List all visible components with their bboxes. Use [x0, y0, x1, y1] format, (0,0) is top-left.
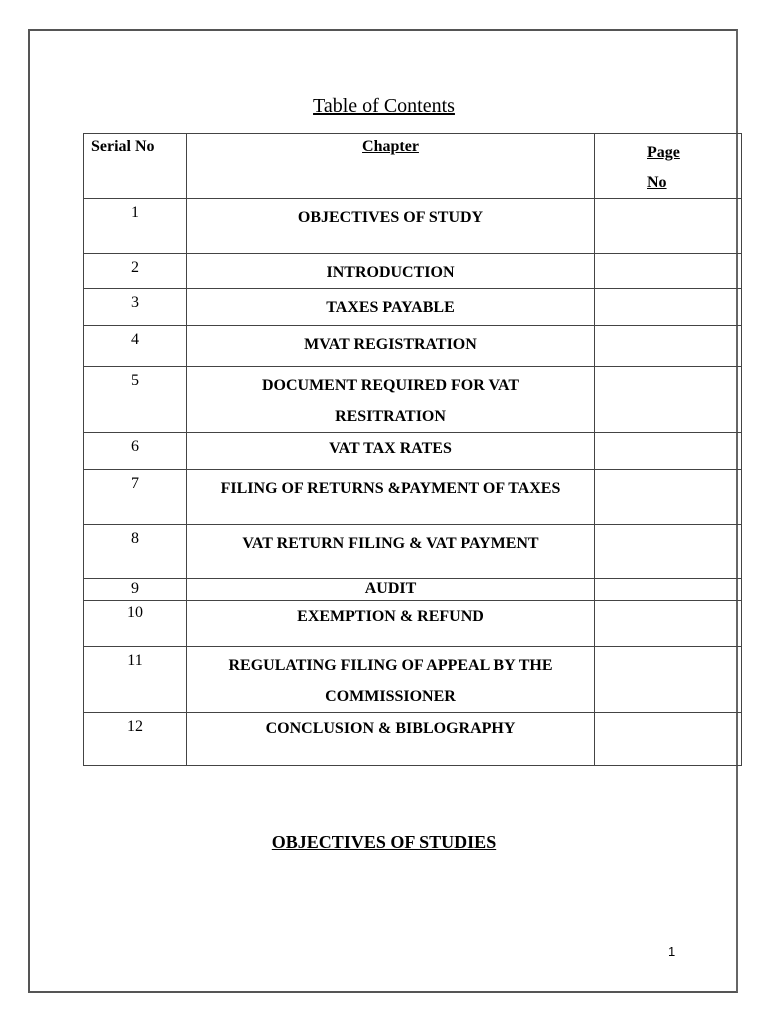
chapter-cell: CONCLUSION & BIBLOGRAPHY: [187, 713, 595, 766]
table-row: [84, 713, 742, 766]
toc-table: [83, 133, 742, 766]
chapter-cell: FILING OF RETURNS &PAYMENT OF TAXES: [187, 470, 595, 525]
page-cell: [595, 579, 742, 601]
chapter-cell: AUDIT: [187, 579, 595, 601]
document-title: Table of Contents: [313, 95, 455, 117]
table-row: [84, 367, 742, 433]
chapter-cell: OBJECTIVES OF STUDY: [187, 199, 595, 254]
table-row: [84, 289, 742, 326]
table-row: [84, 579, 742, 601]
chapter-cell: INTRODUCTION: [187, 254, 595, 289]
page-number: 1: [668, 944, 676, 959]
page-cell: [595, 367, 742, 433]
chapter-cell: MVAT REGISTRATION: [187, 326, 595, 367]
serial-cell: 12: [84, 713, 187, 766]
table-row: [84, 525, 742, 579]
serial-cell: 5: [84, 367, 187, 433]
page-cell: [595, 713, 742, 766]
serial-cell: 10: [84, 601, 187, 647]
page-cell: [595, 525, 742, 579]
table-row: [84, 199, 742, 254]
table-row: [84, 433, 742, 470]
serial-cell: 4: [84, 326, 187, 367]
page-cell: [595, 647, 742, 713]
page-no-header-line2: No: [647, 174, 667, 191]
serial-cell: 3: [84, 289, 187, 326]
table-row: [84, 601, 742, 647]
page-cell: [595, 289, 742, 326]
serial-cell: 1: [84, 199, 187, 254]
chapter-cell: TAXES PAYABLE: [187, 289, 595, 326]
serial-cell: 8: [84, 525, 187, 579]
page-cell: [595, 433, 742, 470]
serial-cell: 6: [84, 433, 187, 470]
page-cell: [595, 254, 742, 289]
section-heading: OBJECTIVES OF STUDIES: [271, 832, 497, 852]
chapter-header: Chapter: [187, 134, 595, 199]
serial-no-header: Serial No: [84, 134, 187, 199]
serial-cell: 9: [84, 579, 187, 601]
chapter-cell: VAT TAX RATES: [187, 433, 595, 470]
table-row: [84, 470, 742, 525]
page-cell: [595, 601, 742, 647]
serial-cell: 2: [84, 254, 187, 289]
chapter-cell: REGULATING FILING OF APPEAL BY THE COMMISSIONER: [187, 647, 595, 713]
page-cell: [595, 199, 742, 254]
serial-cell: 11: [84, 647, 187, 713]
table-row: [84, 647, 742, 713]
page-no-header: [595, 134, 742, 199]
serial-cell: 7: [84, 470, 187, 525]
page-cell: [595, 470, 742, 525]
page-no-header-line1: Page: [647, 144, 680, 161]
page-cell: [595, 326, 742, 367]
table-row: [84, 254, 742, 289]
chapter-cell: EXEMPTION & REFUND: [187, 601, 595, 647]
chapter-cell: DOCUMENT REQUIRED FOR VAT RESITRATION: [187, 367, 595, 433]
table-row: [84, 326, 742, 367]
chapter-cell: VAT RETURN FILING & VAT PAYMENT: [187, 525, 595, 579]
toc-header-row: [84, 134, 742, 199]
